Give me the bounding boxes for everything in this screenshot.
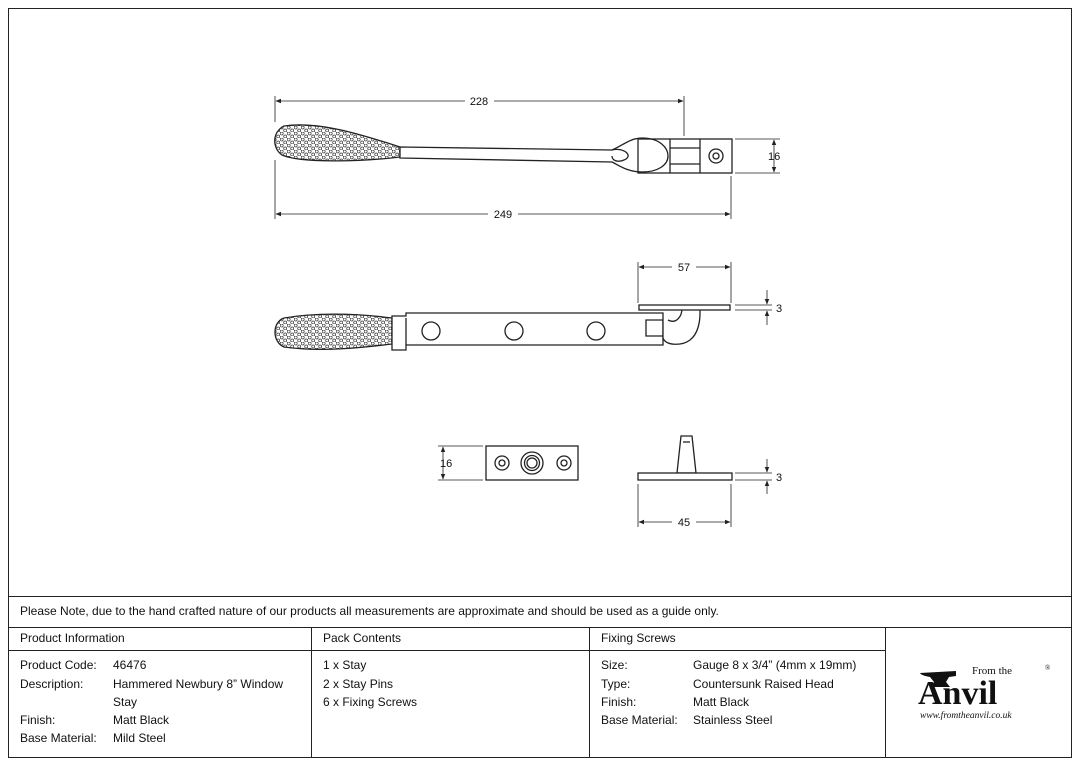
- logo-registered: ®: [1045, 664, 1051, 672]
- dimension-top-height-label: 16: [768, 151, 781, 163]
- dimension-plate-height-label: 16: [440, 458, 453, 470]
- from-the-anvil-logo: [916, 660, 1056, 722]
- info-top-rule: [8, 596, 1072, 597]
- column-divider-3: [885, 627, 886, 758]
- bracket-hole-inner: [713, 153, 719, 159]
- header-rule: [8, 650, 885, 651]
- dimension-stay-thickness: [735, 290, 772, 325]
- measurement-note: Please Note, due to the hand crafted nature of our products all measurements are approximate and should be used as a guide only.: [20, 604, 719, 618]
- base-material-value: Mild Steel: [113, 731, 166, 745]
- dimension-pin-width-label: 45: [677, 517, 691, 529]
- screw-material-value: Stainless Steel: [693, 713, 773, 727]
- dimension-stay-thickness-label: 3: [776, 303, 783, 315]
- stay-pin-plate-side: [639, 305, 730, 310]
- dimension-stay-width-label: 57: [677, 262, 691, 274]
- pack-item: 1 x Stay: [323, 658, 367, 672]
- description-value-line1: Hammered Newbury 8” Window: [113, 677, 284, 691]
- pin-side-view: [638, 436, 732, 480]
- hammered-handle-top: [275, 125, 400, 161]
- product-information-header: Product Information: [20, 631, 125, 645]
- description-value-line2: Stay: [113, 695, 138, 709]
- pack-item: 6 x Fixing Screws: [323, 695, 418, 709]
- logo-url: www.fromtheanvil.co.uk: [920, 711, 1012, 721]
- dimension-top-length-label: 228: [469, 96, 489, 108]
- description-label: Description:: [20, 677, 84, 691]
- product-code-value: 46476: [113, 658, 147, 672]
- screw-size-label: Size:: [601, 658, 628, 672]
- screw-type-label: Type:: [601, 677, 631, 691]
- stay-top-view: [275, 125, 732, 173]
- screw-type-value: Countersunk Raised Head: [693, 677, 834, 691]
- finish-value: Matt Black: [113, 713, 170, 727]
- finish-label: Finish:: [20, 713, 56, 727]
- pin-base-plate: [638, 473, 732, 480]
- screw-finish-label: Finish:: [601, 695, 637, 709]
- pack-contents-header: Pack Contents: [323, 631, 402, 645]
- dimension-pin-thickness-label: 3: [776, 472, 783, 484]
- stay-side-hook: [663, 308, 700, 344]
- fixing-screws-header: Fixing Screws: [601, 631, 676, 645]
- pin-plate-plan-view: [486, 446, 578, 480]
- logo-brand: Anvil: [918, 675, 998, 712]
- base-material-label: Base Material:: [20, 731, 97, 745]
- stay-hole-1: [422, 322, 440, 340]
- note-rule: [8, 627, 1072, 628]
- hammered-handle-side: [275, 314, 392, 349]
- dimension-overall-length-label: 249: [493, 209, 513, 221]
- column-divider-2: [589, 627, 590, 758]
- screw-material-label: Base Material:: [601, 713, 678, 727]
- pack-item: 2 x Stay Pins: [323, 677, 394, 691]
- product-code-label: Product Code:: [20, 658, 97, 672]
- column-divider-1: [311, 627, 312, 758]
- logo-from-the: From the: [972, 665, 1013, 677]
- dimension-pin-thickness: [735, 459, 772, 494]
- stay-hole-3: [587, 322, 605, 340]
- stay-side-view: [275, 305, 730, 350]
- bracket-hole-outer: [709, 149, 723, 163]
- stay-hole-2: [505, 322, 523, 340]
- screw-finish-value: Matt Black: [693, 695, 750, 709]
- screw-size-value: Gauge 8 x 3/4” (4mm x 19mm): [693, 658, 857, 672]
